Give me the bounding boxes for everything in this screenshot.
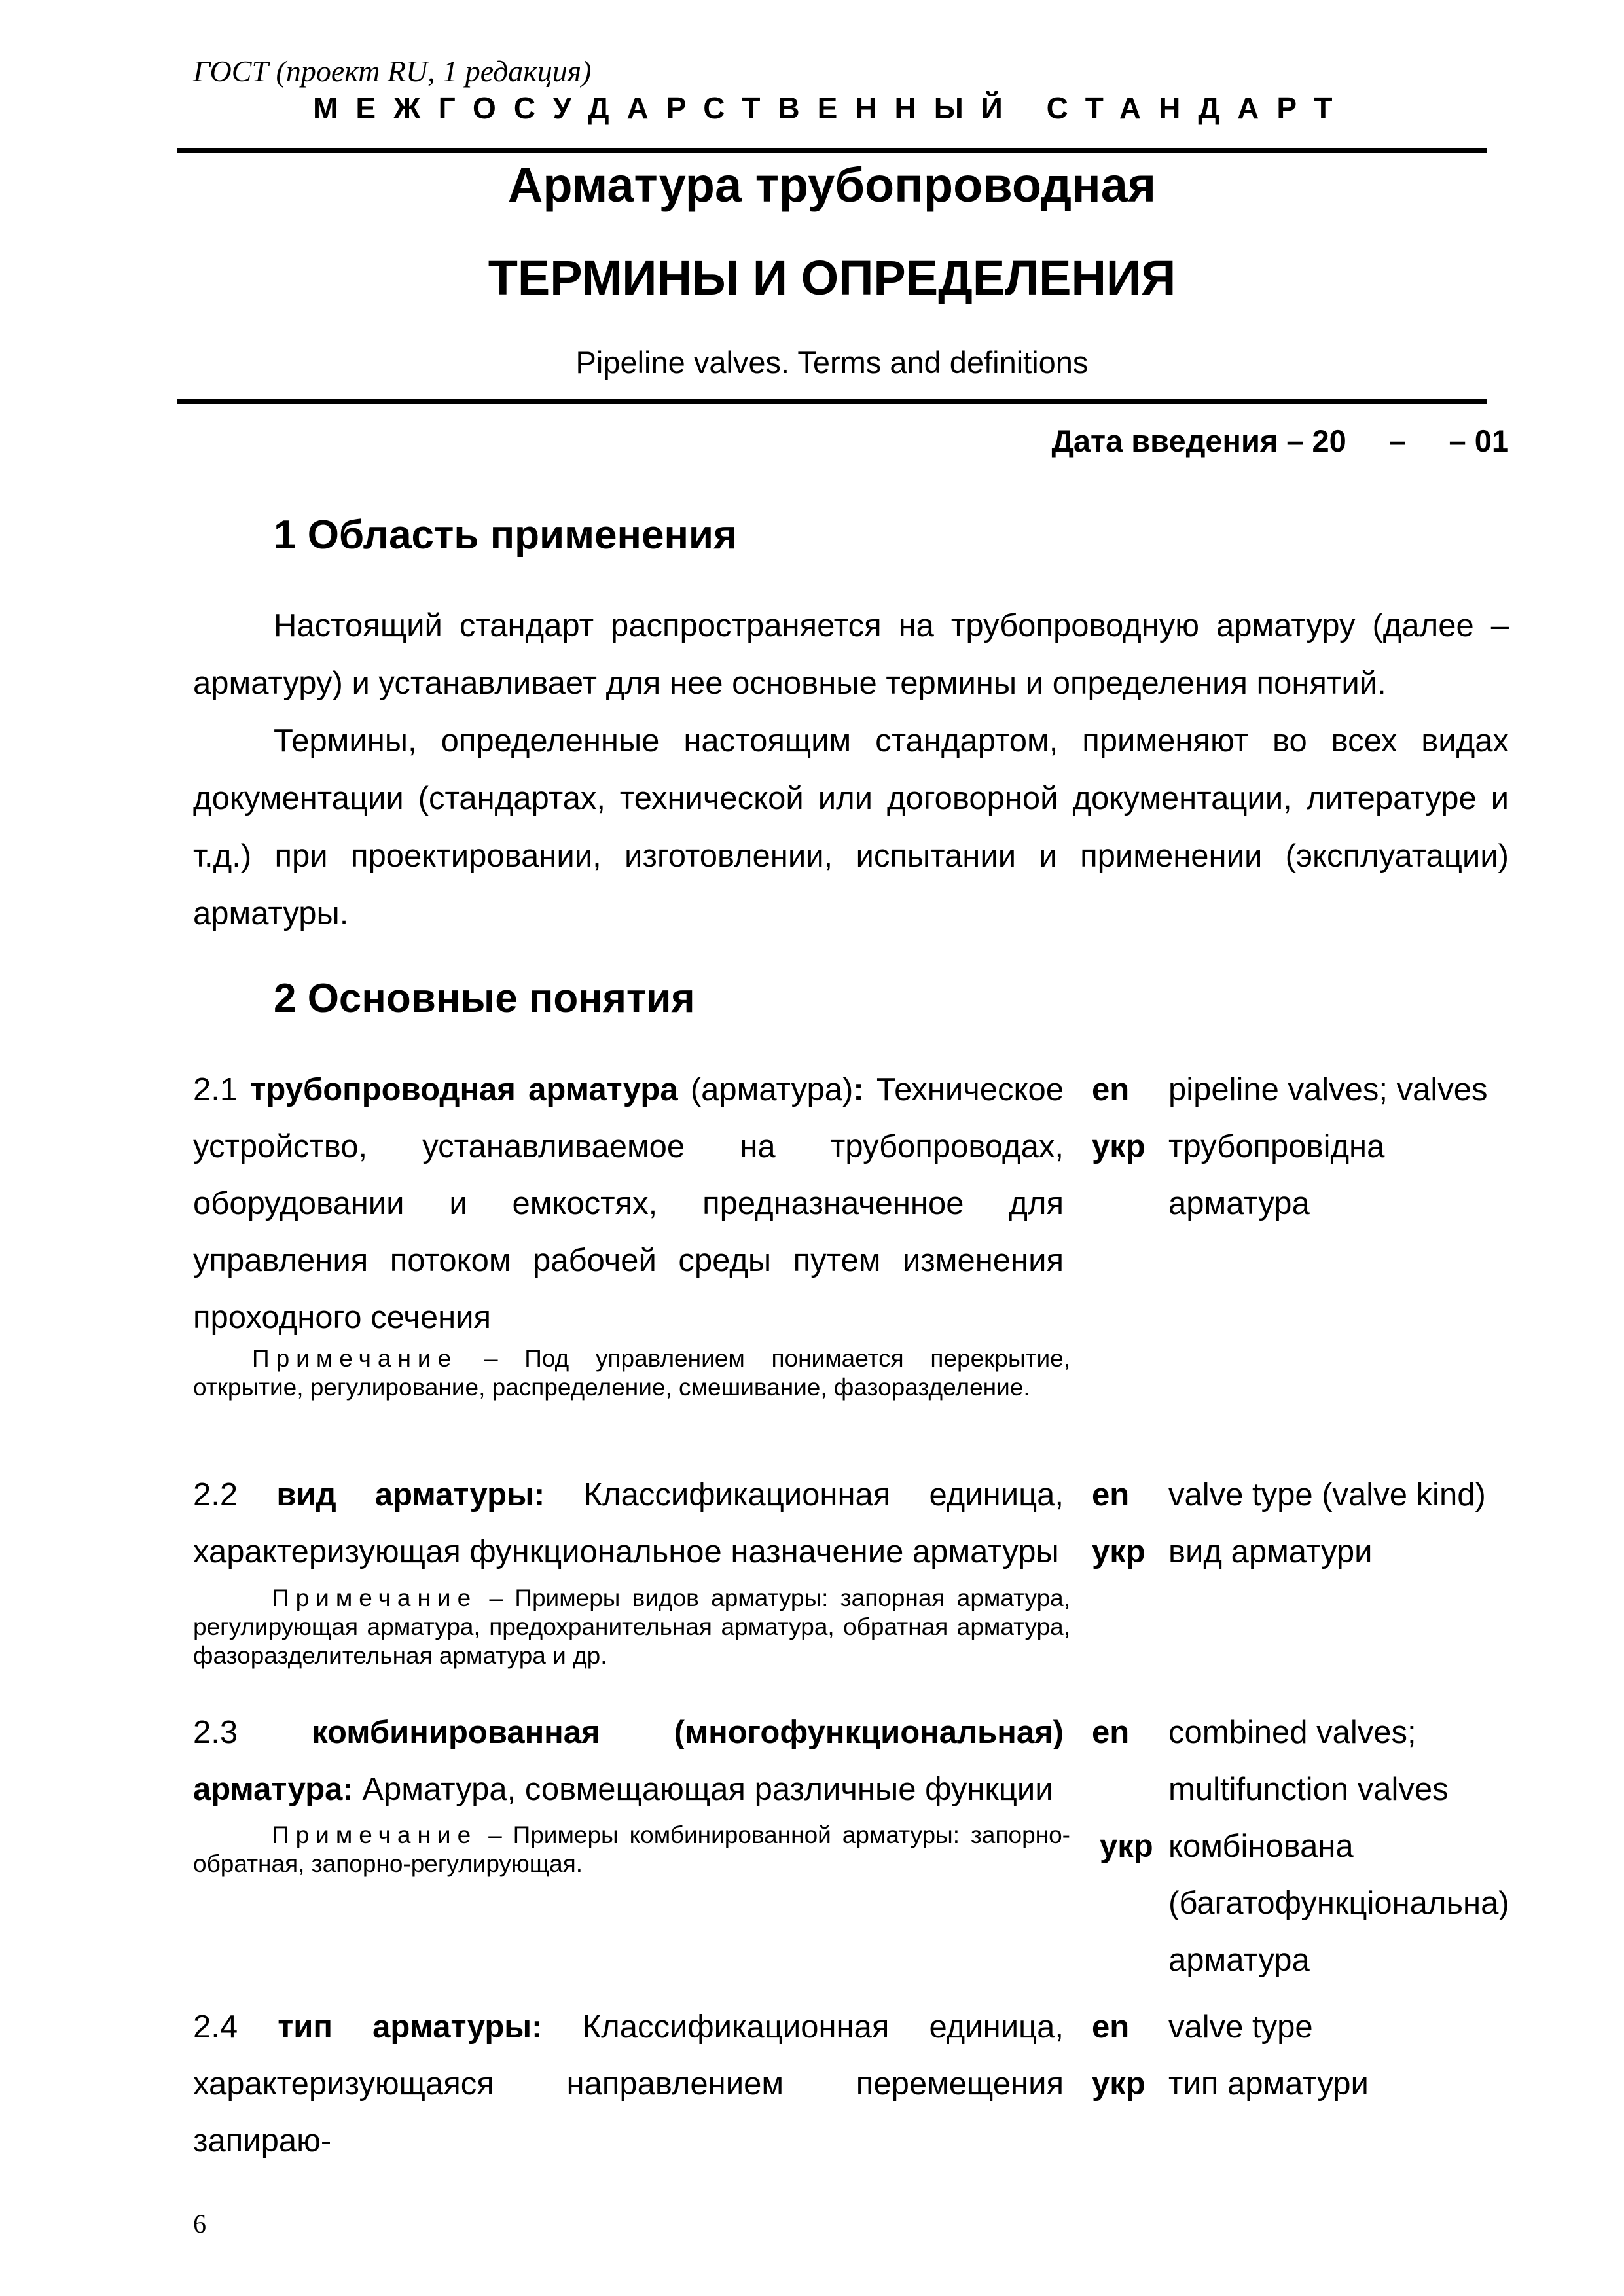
introduction-date: Дата введения – 20 – – 01 [1051, 423, 1509, 458]
term-name: трубопроводная арматура [250, 1072, 678, 1107]
section-1-paragraph: Настоящий стандарт распространяется на трубопроводную арматуру (далее – арматуру) и устанавливает для нее основные термины и определения понятий. [193, 608, 1509, 701]
doc-title: Арматура трубопроводная [507, 158, 1157, 212]
bottom-rule [177, 399, 1487, 404]
term-colon: : [853, 1072, 864, 1107]
lang-label-ukr: укр [1092, 2066, 1146, 2102]
translation-ukr: тип арматури [1168, 2066, 1369, 2102]
lang-label-ukr: укр [1092, 1534, 1146, 1570]
term-alias: (арматура) [690, 1072, 854, 1107]
note-text: – Примеры комбинированной арматуры: запорно-обратная, запорно-регулирующая. [193, 1821, 1071, 1877]
draft-note: ГОСТ (проект RU, 1 редакция) [193, 54, 592, 88]
term-definition: Техническое устройство, устанавливаемое на трубопроводах, оборудовании и емкостях, предназначенное для управления потоком рабочей среды путем изменения проходного сечения [193, 1072, 1064, 1335]
term-name: тип арматуры: [278, 2009, 543, 2045]
translation-en: combined valves; multifunction valves [1168, 1715, 1449, 1807]
term-definition: Классификационная единица, характеризующая функциональное назначение арматуры [193, 1477, 1064, 1570]
section-1-body [193, 597, 1509, 942]
term-note [193, 1584, 1070, 1670]
lang-label-en: en [1092, 1477, 1130, 1513]
section-2-heading: 2 Основные понятия [274, 976, 695, 1021]
lang-label-en: en [1092, 1072, 1130, 1107]
term-definition: Классификационная единица, характеризующаяся направлением перемещения запираю- [193, 2009, 1064, 2159]
term-note [193, 1821, 1070, 1878]
translation-en: valve type [1168, 2009, 1313, 2045]
lang-label-ukr: укр [1100, 1829, 1153, 1864]
lang-label-en: en [1092, 2009, 1130, 2045]
term-entry [193, 1704, 1064, 1818]
lang-label-en: en [1092, 1715, 1130, 1750]
note-text: – Под управлением понимается перекрытие, открытие, регулирование, распределение, смешивание, фазоразделение. [193, 1345, 1071, 1401]
translation-en: pipeline valves; valves [1168, 1072, 1488, 1107]
english-title: Pipeline valves. Terms and definitions [575, 345, 1089, 380]
translation-ukr: трубопровідна арматура [1168, 1129, 1385, 1221]
term-name: вид арматуры: [276, 1477, 545, 1513]
term-entry [193, 1062, 1064, 1346]
term-definition: Арматура, совмещающая различные функции [362, 1772, 1053, 1807]
doc-subtitle: ТЕРМИНЫ И ОПРЕДЕЛЕНИЯ [488, 251, 1176, 305]
translation-en: valve type (valve kind) [1168, 1477, 1486, 1513]
standard-type: МЕЖГОСУДАРСТВЕННЫЙ СТАНДАРТ [313, 91, 1350, 125]
note-heading: Примечание [252, 1345, 458, 1372]
term-number: 2.1 [193, 1072, 238, 1107]
section-1-paragraph: Термины, определенные настоящим стандартом, применяют во всех видах документации (стандартах, технической или договорной документации, литературе и т.д.) при проектировании, изготовлении, испытании и применении (эксплуатации) арматуры. [193, 723, 1509, 931]
page-number: 6 [193, 2209, 206, 2238]
note-heading: Примечание [272, 1821, 478, 1848]
term-number: 2.3 [193, 1715, 238, 1750]
section-1-heading: 1 Область применения [274, 512, 738, 558]
note-heading: Примечание [272, 1585, 478, 1611]
top-rule [177, 148, 1487, 153]
term-entry [193, 1999, 1064, 2170]
term-number: 2.4 [193, 2009, 238, 2045]
note-text: – Примеры видов арматуры: запорная арматура, регулирующая арматура, предохранительная арматура, обратная арматура, фазоразделительная арматура и др. [193, 1585, 1070, 1669]
term-name: комбинированная (многофункциональная) арматура: [193, 1715, 1064, 1807]
translation-ukr: вид арматури [1168, 1534, 1373, 1570]
lang-label-ukr: укр [1092, 1129, 1146, 1164]
term-note [193, 1344, 1070, 1402]
translation-ukr: комбінована (багатофункціональна) арматура [1168, 1829, 1509, 1978]
term-entry [193, 1467, 1064, 1581]
term-number: 2.2 [193, 1477, 238, 1513]
